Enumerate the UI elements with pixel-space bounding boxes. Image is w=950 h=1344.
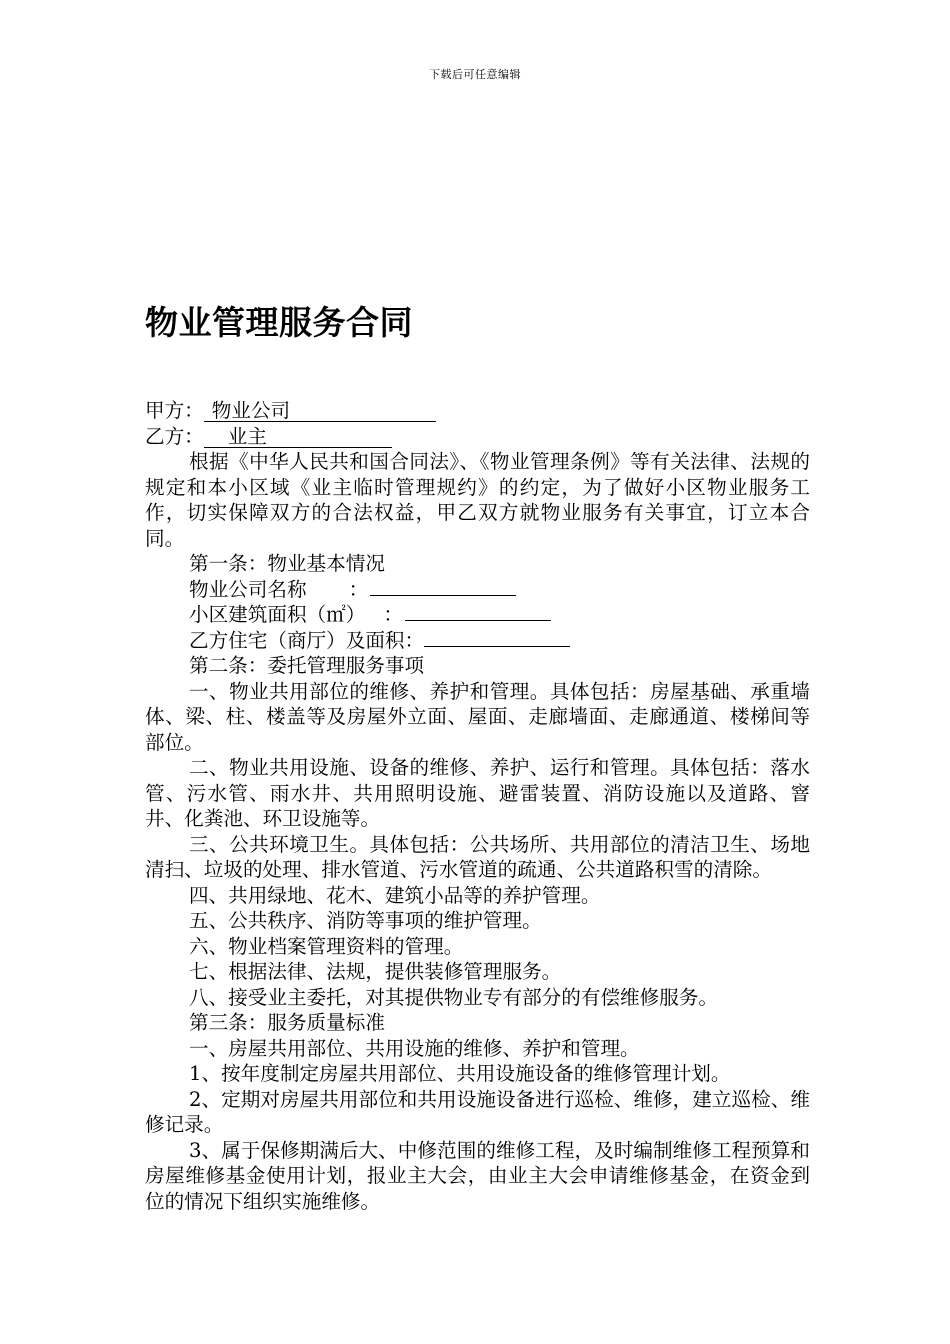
article-2-item: 二、物业共用设施、设备的维修、养护、运行和管理。具体包括：落水管、污水管、雨水井、共用照明设施、避雷装置、消防设施以及道路、窨井、化粪池、环卫设施等。 bbox=[145, 756, 810, 830]
field-label: 乙方住宅（商厅）及面积： bbox=[189, 628, 425, 652]
party-b-line bbox=[145, 424, 810, 450]
party-a-value: 物业公司 bbox=[211, 399, 291, 422]
article-3-item: 一、房屋共用部位、共用设施的维修、养护和管理。 bbox=[189, 1036, 640, 1060]
party-a-field bbox=[204, 400, 436, 422]
preamble-paragraph: 根据《中华人民共和国合同法》、《物业管理条例》等有关法律、法规的规定和本小区域《业主临时管理规约》的约定，为了做好小区物业服务工作，切实保障双方的合法权益，甲乙双方就物业服务有关事宜，订立本合同。 bbox=[145, 450, 810, 550]
field-colon: ： bbox=[348, 577, 369, 601]
field-label: 物业公司名称 bbox=[189, 577, 307, 601]
article-2-item: 七、根据法律、法规，提供装修管理服务。 bbox=[189, 960, 562, 983]
field-residence-area bbox=[145, 628, 810, 654]
document-title: 物业管理服务合同 bbox=[145, 303, 413, 342]
contract-body bbox=[145, 398, 810, 1214]
article-1-heading: 第一条：物业基本情况 bbox=[189, 552, 385, 575]
field-label: 小区建筑面积（㎡） bbox=[189, 603, 366, 626]
field-building-area bbox=[145, 602, 810, 628]
article-2-item: 六、物业档案管理资料的管理。 bbox=[189, 934, 464, 958]
article-2-item: 四、共用绿地、花木、建筑小品等的养护管理。 bbox=[189, 883, 601, 907]
header-note: 下载后可任意编辑 bbox=[429, 68, 521, 81]
article-3-heading: 第三条：服务质量标准 bbox=[189, 1011, 385, 1034]
party-b-label: 乙方： bbox=[145, 424, 204, 448]
article-3-item: 1、按年度制定房屋共用部位、共用设施设备的维修管理计划。 bbox=[189, 1062, 731, 1085]
article-3-item: 2、定期对房屋共用部位和共用设施设备进行巡检、维修，建立巡检、维修记录。 bbox=[145, 1087, 810, 1136]
article-2-item: 一、物业共用部位的维修、养护和管理。具体包括：房屋基础、承重墙体、梁、柱、楼盖等及房屋外立面、屋面、走廊墙面、走廊通道、楼梯间等部位。 bbox=[145, 679, 810, 754]
field-blank-line bbox=[424, 628, 570, 647]
article-2-item: 三、公共环境卫生。具体包括：公共场所、共用部位的清洁卫生、场地清扫、垃圾的处理、排水管道、污水管道的疏通、公共道路积雪的清除。 bbox=[145, 832, 810, 881]
field-property-company-name bbox=[145, 577, 810, 603]
article-2-item: 八、接受业主委托，对其提供物业专有部分的有偿维修服务。 bbox=[189, 985, 719, 1009]
party-b-field bbox=[204, 426, 392, 448]
article-2-item: 五、公共秩序、消防等事项的维护管理。 bbox=[189, 909, 542, 932]
party-b-value: 业主 bbox=[227, 424, 267, 448]
party-a-line bbox=[145, 398, 810, 424]
field-blank-line bbox=[405, 602, 551, 621]
field-colon: ： bbox=[383, 603, 403, 626]
article-2-heading: 第二条：委托管理服务事项 bbox=[189, 654, 425, 677]
article-3-item: 3、属于保修期满后大、中修范围的维修工程，及时编制维修工程预算和房屋维修基金使用计划，报业主大会，由业主大会申请维修基金，在资金到位的情况下组织实施维修。 bbox=[145, 1138, 810, 1213]
field-blank-line bbox=[370, 577, 516, 596]
party-a-label: 甲方： bbox=[145, 399, 204, 422]
